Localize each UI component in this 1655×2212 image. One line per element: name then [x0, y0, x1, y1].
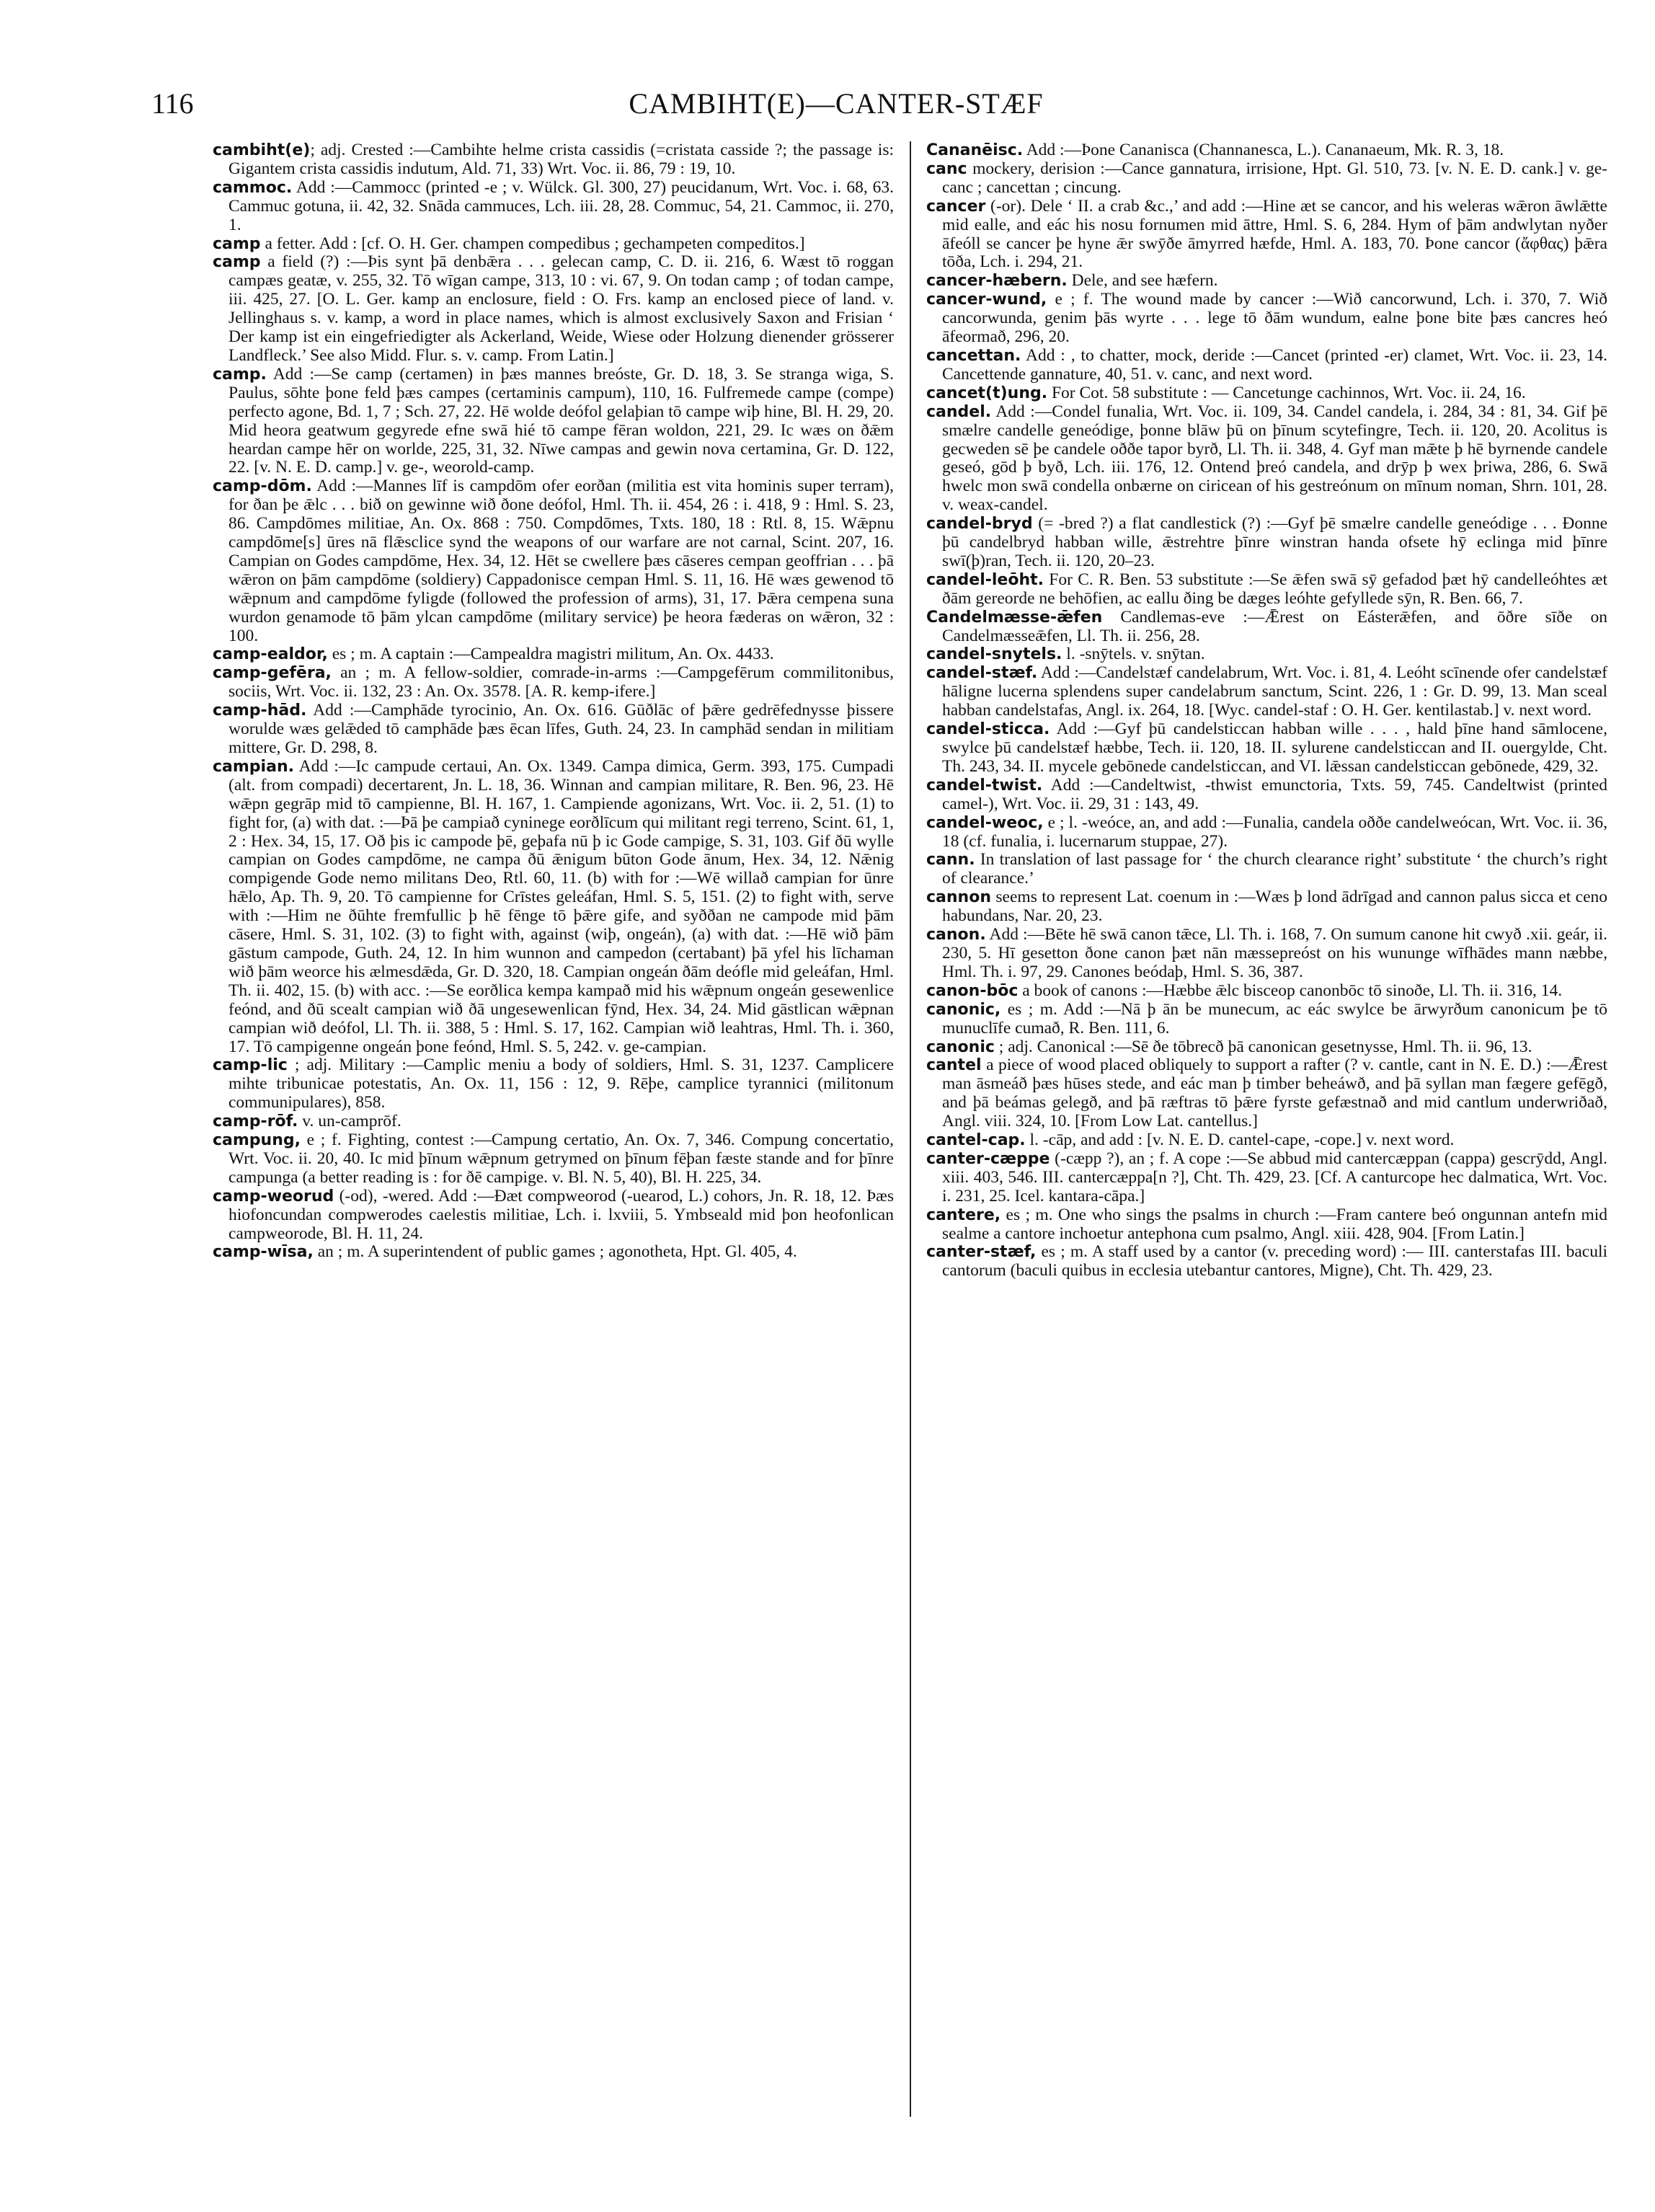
dictionary-entry: [926, 347, 1607, 384]
entry-headword: camp: [213, 253, 261, 272]
dictionary-entry: [926, 888, 1607, 926]
dictionary-entry: [213, 1056, 894, 1112]
entry-definition: Dele, and see hæfern.: [1067, 271, 1218, 291]
entry-definition: e ; f. Fighting, contest :—Campung certatio, An. Ox. 7, 346. Compung concertatio, Wrt. Voc. ii. 20, 40. Ic mid þīnum wǣpnum getrymed on þīnum fēþan fæste stande and for þīnre campunga (a better reading is : for ðē campige. v. Bl. N. 5, 40), Bl. H. 225, 34.: [228, 1131, 894, 1187]
entry-headword: candel-bryd: [926, 515, 1033, 534]
entry-headword: candel-snytels.: [926, 645, 1062, 664]
entry-definition: Add :—Camphāde tyrocinio, An. Ox. 616. Gūðlāc of þǣre gedrēfednysse þissere worulde wæs gelǣded tō camphāde þæs ēcan līfes, Guth. 24, 23. In camphād sendan in militiam mittere, Gr. D. 298, 8.: [228, 701, 894, 757]
entry-headword: cannon: [926, 888, 991, 907]
entry-headword: candel-twist.: [926, 776, 1043, 795]
entry-definition: an ; m. A superintendent of public games ; agonotheta, Hpt. Gl. 405, 4.: [313, 1242, 797, 1262]
dictionary-entry: [926, 1038, 1607, 1057]
entry-headword: camp-rōf.: [213, 1112, 298, 1131]
dictionary-entry: [213, 702, 894, 758]
entry-definition: Add :—Ic campude certaui, An. Ox. 1349. Campa dimica, Germ. 393, 175. Cumpadi (alt. from compadi) decertarent, Jn. L. 18, 36. Winnan and campian militare, R. Ben. 96, 23. Hē wǣpn gegrāp mid tō campienne, Bl. H. 167, 1. Campiende agonizans, Wrt. Voc. ii. 2, 51. (1) to fight for, (a) with dat. :—Þā þe campiað cyninege eorðlīcum qui militant regi terreno, Scint. 61, 1, 2 : Hex. 34, 15, 17. Oð þis ic campode þē, geþafa nū þ ic Gode campige, S. 31, 103. Gif ðū wylle campian on Godes campdōme, ne campa ðū ǣnigum būton Gode ānum, Hex. 34, 12. Nǣnig compigende Gode nemo militans Deo, Rtl. 60, 11. (b) with for :—Wē willað campian for ūnre hǣlo, Ap. Th. 9, 20. Tō campienne for Crīstes geleáfan, Hml. S. 5, 151. (2) to fight with, serve with :—Him ne ðūhte fremfullic þ hē fēnge tō þǣre gife, and syððan ne campode mid þām cāsere, Hml. S. 31, 102. (3) to fight with, against (wiþ, ongeán), (a) with dat. :—Hē wið þām gāstum campode, Guth. 24, 12. In him wunnon and campedon (certabant) þā yfel his līchaman wið þām weorce his ælmesdǣda, Gr. D. 320, 18. Campian ongeán ðām deófle mid geleáfan, Hml. Th. ii. 402, 15. (b) with acc. :—Se eorðlica kempa kampað mid his wǣpnum ongeán gesewenlice feónd, and ðū scealt campian wið ðā ungesewenlican fȳnd, Hex. 34, 24. Mid gāstlican wǣpnan campian wið deófol, Ll. Th. ii. 388, 5 : Hml. S. 17, 162. Campian wið leahtras, Hml. Th. i. 360, 17. Tō campigenne ongeán þone feónd, Hml. S. 5, 242. v. ge-campian.: [228, 756, 894, 1056]
entry-headword: cancer: [926, 197, 986, 216]
dictionary-entry: [213, 1112, 894, 1131]
entry-definition: Add :—Gyf þū candelsticcan habban wille . . . , hald þīne hand sāmlocene, swylce þū candelstæf hæbbe, Tech. ii. 120, 18. II. sylurene candelsticcan and II. ouergylde, Cht. Th. 243, 34. II. mycele gebōnede candelsticcan, and VI. lǣssan candelsticcan gebōnede, 429, 32.: [942, 720, 1607, 776]
entry-definition: Add :—Cammocc (printed -e ; v. Wülck. Gl. 300, 27) peucidanum, Wrt. Voc. i. 68, 63. Cammuc gotuna, ii. 42, 32. Snāda cammuces, Lch. iii. 28, 28. Commuc, 54, 21. Cammoc, ii. 270, 1.: [228, 177, 894, 234]
entry-headword: cantel-cap.: [926, 1131, 1026, 1150]
entry-headword: canonic: [926, 1038, 995, 1056]
entry-headword: cantel: [926, 1056, 982, 1075]
dictionary-entry: [926, 571, 1607, 609]
entry-headword: candel-stæf.: [926, 664, 1038, 683]
page-header: [151, 87, 1521, 130]
entry-headword: canonic,: [926, 1000, 1001, 1019]
dictionary-entry: [213, 1131, 894, 1187]
dictionary-entry: [926, 720, 1607, 777]
dictionary-entry: [926, 160, 1607, 198]
entry-definition: (= -bred ?) a flat candlestick (?) :—Gyf þē smælre candelle geneódige . . . Ðonne þū candelbryd habban wille, ǣstrehtre þīnre winstran handa ofsete hȳ eclinga mid þīnre swī(þ)ran, Tech. ii. 120, 20–23.: [942, 514, 1607, 570]
dictionary-entry: [926, 645, 1607, 664]
dictionary-entry: [213, 1187, 894, 1244]
right-column: [926, 141, 1607, 1280]
entry-definition: mockery, derision :—Cance gannatura, irrisione, Hpt. Gl. 510, 73. [v. N. E. D. cank.] v. ge-canc ; cancettan ; cincung.: [942, 159, 1607, 197]
entry-definition: Add :—Se camp (certamen) in þæs mannes breóste, Gr. D. 18, 3. Se stranga wiga, S. Paulus, sōhte þone feld þæs campes (certaminis campum), 110, 16. Fulfremede campe (compe) perfecto agone, Bd. 1, 7 ; Sch. 27, 22. Hē wolde deófol gelaþian tō campe wiþ hine, Bl. H. 29, 20. Mid heora geatwum gegyrede efne swā hié tō campe fēran woldon, 221, 29. Ic wæs on ðǣm heardan campe hēr on worlde, 225, 31, 32. Nīwe campas and gewin nova certamina, Gr. D. 122, 22. [v. N. E. D. camp.] v. ge-, weorold-camp.: [228, 364, 894, 477]
entry-definition: e ; f. The wound made by cancer :—Wið cancorwund, Lch. i. 370, 7. Wið cancorwunda, genim þās wyrte . . . lege tō ðām wundum, ealne þone bite þæs cancres heó āfeormað, 296, 20.: [942, 290, 1607, 347]
entry-headword: camp.: [213, 365, 267, 384]
entry-headword: cancettan.: [926, 346, 1021, 365]
entry-definition: Add :—Bēte hē swā canon tǣce, Ll. Th. i. 168, 7. On sumum canone hit cwyð .xii. geár, ii. 230, 5. Hī gesetton ðone canon þæt nān mæssepreóst on his wununge wīfhādes mann næbbe, Hml. Th. i. 97, 29. Canones beódaþ, Hml. S. 36, 387.: [942, 925, 1607, 981]
dictionary-entry: [213, 235, 894, 254]
entry-headword: canon.: [926, 926, 986, 944]
entry-headword: camp-wīsa,: [213, 1243, 314, 1262]
dictionary-entry: [213, 664, 894, 702]
entry-definition: an ; m. A fellow-soldier, comrade-in-arms :—Campgefērum commilitonibus, sociis, Wrt. Voc. ii. 132, 23 : An. Ox. 3578. [A. R. kemp-ifere.]: [228, 663, 894, 702]
entry-definition: ; adj. Canonical :—Sē ðe tōbrecð þā canonican gesetnysse, Hml. Th. ii. 96, 13.: [994, 1037, 1532, 1056]
entry-definition: es ; m. A captain :—Campealdra magistri militum, An. Ox. 4433.: [327, 645, 774, 664]
entry-definition: seems to represent Lat. coenum in :—Wæs þ lond ādrīgad and cannon palus sicca et ceno habundans, Nar. 20, 23.: [942, 888, 1607, 926]
dictionary-entry: [926, 1001, 1607, 1038]
dictionary-entry: [926, 1056, 1607, 1131]
dictionary-entry: [213, 477, 894, 645]
entry-headword: candel-leōht.: [926, 570, 1044, 589]
dictionary-entry: [926, 664, 1607, 720]
entry-definition: Add : , to chatter, mock, deride :—Cancet (printed -er) clamet, Wrt. Voc. ii. 23, 14. Cancettende gannature, 40, 51. v. canc, and next word.: [942, 345, 1607, 384]
entry-headword: camp-weorud: [213, 1187, 334, 1205]
entry-definition: For Cot. 58 substitute : — Cancetunge cachinnos, Wrt. Voc. ii. 24, 16.: [1047, 383, 1526, 402]
dictionary-entry: [926, 1243, 1607, 1280]
entry-definition: ; adj. Military :—Camplic meniu a body of soldiers, Hml. S. 31, 1237. Camplicere mihte tribunicae potestatis, An. Ox. 11, 156 : 12, 9. Rēþe, camplice tyrannici (militonum communipulares), 858.: [228, 1056, 894, 1112]
entry-definition: (-cæpp ?), an ; f. A cope :—Se abbud mid cantercæppan (cappa) gescrȳdd, Angl. xiii. 403, 546. III. cantercæppa[n ?], Cht. Th. 429, 23. [Cf. A canturcope hec dalmatica, Wrt. Voc. i. 231, 25. Icel. kantara-cāpa.]: [942, 1149, 1607, 1205]
dictionary-entry: [213, 758, 894, 1057]
entry-definition: es ; m. One who sings the psalms in church :—Fram cantere beó ongunnan antefn mid sealme a cantore inchoetur antephona cum psalmo, Angl. xiii. 428, 904. [From Latin.]: [942, 1205, 1607, 1243]
entry-headword: camp-gefēra,: [213, 664, 332, 683]
dictionary-entry: [926, 403, 1607, 515]
entry-headword: canon-bōc: [926, 981, 1019, 1000]
entry-headword: cammoc.: [213, 178, 293, 197]
entry-definition: l. -snȳtels. v. snȳtan.: [1062, 645, 1205, 664]
dictionary-entry: [213, 141, 894, 179]
entry-definition: a piece of wood placed obliquely to support a rafter (? v. cantle, cant in N. E. D.) :—Ǣrest man āsmeáð þæs hūses stede, and eác man þ timber beheáwð, and þā syllan man fægere gefēgð, and þā beámas gelegð, and þā ræftras tō þǣre fyrste gefæstnað and mid cantlum underwriðað, Angl. viii. 324, 10. [From Low Lat. cantellus.]: [942, 1056, 1607, 1131]
entry-headword: candel-weoc,: [926, 813, 1044, 832]
entry-headword: cantere,: [926, 1205, 1001, 1224]
entry-definition: Add :—Mannes līf is campdōm ofer eorðan (militia est vita hominis super terram), for ðan þe ǣlc . . . bið on gewinne wið ðone deófol, Hml. Th. ii. 454, 26 : i. 418, 9 : Hml. S. 23, 86. Campdōmes militiae, An. Ox. 868 : 750. Compdōmes, Txts. 180, 18 : Rtl. 8, 15. Wǣpnu campdōme[s] ūres nā flǣsclice synd the weapons of our warfare are not carnal, Scint. 207, 16. Campian on Godes campdōme, Hex. 34, 12. Hēt se cwellere þæs cāseres cempan geoffrian . . . þā wǣron on þām campdōme (soldiery) Cappadonisce cempan Hml. S. 11, 16. Hē wæs gewenod tō wǣpnum and campdōme fyligde (followed the profession of arms), 31, 17. Þǣra cempena suna wurdon genamode tō þām ylcan campdōme (military service) þe heora fæderas on wǣron, 32 : 100.: [228, 477, 894, 645]
entry-definition: a fetter. Add : [cf. O. H. Ger. champen compedibus ; gechampeten compeditos.]: [260, 234, 805, 253]
dictionary-entry: [926, 1206, 1607, 1244]
dictionary-entry: [926, 141, 1607, 160]
entry-headword: cancet(t)ung.: [926, 384, 1048, 402]
dictionary-entry: [926, 272, 1607, 291]
entry-headword: campung,: [213, 1131, 301, 1150]
dictionary-entry: [926, 926, 1607, 982]
dictionary-entry: [926, 777, 1607, 814]
entry-headword: cann.: [926, 851, 975, 870]
page-number: 116: [151, 87, 194, 120]
entry-definition: e ; l. -weóce, an, and add :—Funalia, candela oððe candelweócan, Wrt. Voc. ii. 36, 18 (cf. funalia, i. lucernarum stuppae, 27).: [942, 813, 1607, 851]
entry-definition: es ; m. A staff used by a cantor (v. preceding word) :— III. canterstafas III. baculi cantorum (baculi quibus in ecclesia utebantur cantores, Migne), Cht. Th. 429, 23.: [942, 1242, 1607, 1280]
entry-definition: es ; m. Add :—Nā þ ān be munecum, ac eác swylce be ārwyrðum canonicum þe tō munuclīfe cumað, R. Ben. 111, 6.: [942, 999, 1607, 1038]
entry-headword: camp-ealdor,: [213, 645, 328, 664]
dictionary-entry: [213, 366, 894, 477]
entry-headword: candel.: [926, 402, 992, 421]
entry-definition: For C. R. Ben. 53 substitute :—Se ǣfen swā sȳ gefadod þæt hȳ candelleóhtes æt ðām gereorde ne behōfien, ac eallu ðing be dæges leóhte gefyllede sȳn, R. Ben. 66, 7.: [942, 570, 1607, 608]
entry-definition: Add :—Þone Cananisca (Channanesca, L.). Cananaeum, Mk. R. 3, 18.: [1023, 141, 1504, 159]
entry-headword: camp-dōm.: [213, 477, 312, 496]
entry-definition: (-or). Dele ‘ II. a crab &c.,’ and add :—Hine æt se cancor, and his weleras wǣron āwlǣtte mid ealle, and eác his nosu fornumen mid āttre, Hml. S. 6, 284. Hym of þām andwlytan nyðer āfeóll se cancer þe hyne ǣr swȳðe āmyrred hæfde, Hml. A. 183, 70. Þone cancor (ἄφθας) þǣra tōða, Lch. i. 294, 21.: [942, 196, 1607, 272]
entry-headword: cambiht(e): [213, 141, 311, 159]
entry-headword: camp-hād.: [213, 702, 307, 720]
entry-definition: a field (?) :—Þis synt þā denbǣra . . . gelecan camp, C. D. ii. 216, 6. Wæst tō roggan campæs geatæ, v. 255, 32. Tō wīgan campe, 313, 10 : vi. 67, 9. On todan camp ; of todan campe, iii. 425, 27. [O. L. Ger. kamp an enclosure, field : O. Frs. kamp an enclosed piece of land. v. Jellinghaus s. v. kamp, a word in place names, which is almost exclusively Saxon and Frisian ‘ Der kamp ist ein eingefriedigter als Ackerland, Weide, Wiese oder Holzung dienender grösserer Landfleck.’ See also Midd. Flur. s. v. camp. From Latin.]: [228, 252, 894, 365]
dictionary-entry: [926, 291, 1607, 347]
entry-definition: l. -cāp, and add : [v. N. E. D. cantel-cape, -cope.] v. next word.: [1025, 1131, 1455, 1150]
dictionary-entry: [926, 1150, 1607, 1206]
entry-headword: Candelmæsse-ǣfen: [926, 608, 1103, 627]
dictionary-entry: [213, 253, 894, 365]
entry-definition: Candlemas-eve :—Ǣrest on Eásterǣfen, and ōðre sīðe on Candelmæsseǣfen, Ll. Th. ii. 256, 28.: [942, 607, 1607, 645]
entry-headword: camp-lic: [213, 1056, 288, 1075]
entry-headword: canter-stæf,: [926, 1243, 1037, 1262]
dictionary-entry: [926, 851, 1607, 888]
entry-headword: canter-cæppe: [926, 1149, 1050, 1168]
column-divider: [910, 141, 911, 2117]
entry-headword: Cananēisc.: [926, 141, 1024, 159]
entry-definition: Add :—Candelstæf candelabrum, Wrt. Voc. i. 81, 4. Leóht scīnende ofer candelstæf hāligne lucerna splendens super candelabrum sanctum, Scint. 226, 1 : Gr. D. 99, 13. Man sceal habban candelstafas, Angl. ix. 264, 18. [Wyc. candel-staf : O. H. Ger. kentilastab.] v. next word.: [942, 663, 1607, 720]
dictionary-entry: [213, 179, 894, 235]
entry-definition: a book of canons :—Hæbbe ǣlc bisceop canonbōc tō sinoðe, Ll. Th. ii. 316, 14.: [1018, 981, 1563, 1000]
entry-headword: campian.: [213, 757, 294, 776]
dictionary-entry: [926, 515, 1607, 571]
entry-definition: Add :—Condel funalia, Wrt. Voc. ii. 109, 34. Candel candela, i. 284, 34 : 81, 34. Gif þē smælre candelle geneódige, þonne blāw þū on þīnum scytefingre, Tech. ii. 120, 20. Acolitus is gecweden sē þe candele oððe tapor byrð, Ll. Th. ii. 348, 4. Gyf man mǣte þ hē byrnende candele geseó, gōd þ byð, Lch. iii. 176, 12. Ontend þreó candela, and drȳp þ wex þriwa, 286, 6. Swā hwelc mon swā condella onbærne on ciricean of his gestreónum on mīnum noman, Shrn. 101, 28. v. weax-candel.: [942, 402, 1607, 515]
dictionary-entry: [213, 1243, 894, 1262]
entry-headword: canc: [926, 159, 967, 178]
dictionary-entry: [926, 982, 1607, 1001]
entry-headword: camp: [213, 234, 261, 253]
entry-definition: Add :—Candeltwist, -thwist emunctoria, Txts. 59, 745. Candeltwist (printed camel-), Wrt. Voc. ii. 29, 31 : 143, 49.: [942, 775, 1607, 813]
dictionary-entry: [213, 645, 894, 664]
running-title: CAMBIHT(E)—CANTER-STÆF: [629, 87, 1044, 120]
entry-headword: cancer-hæbern.: [926, 272, 1068, 291]
dictionary-entry: [926, 609, 1607, 646]
dictionary-entry: [926, 384, 1607, 403]
entry-definition: ; adj. Crested :—Cambihte helme crista cassidis (=cristata casside ?; the passage is: Gigantem crista cassidis indutum, Ald. 71, 33) Wrt. Voc. ii. 86, 79 : 19, 10.: [228, 141, 894, 178]
dictionary-entry: [926, 198, 1607, 273]
dictionary-entry: [926, 1131, 1607, 1150]
dictionary-entry: [926, 814, 1607, 851]
entry-definition: (-od), -wered. Add :—Ðæt compweorod (-uearod, L.) cohors, Jn. R. 18, 12. Þæs hiofoncundan compwerodes caelestis militiae, Lch. i. lxviii, 5. Ymbseald mid þon heofonlican campweorode, Bl. H. 11, 24.: [228, 1186, 894, 1243]
entry-definition: v. un-camprōf.: [298, 1112, 401, 1131]
left-column: [213, 141, 894, 1262]
entry-headword: candel-sticca.: [926, 720, 1050, 739]
entry-headword: cancer-wund,: [926, 291, 1047, 309]
entry-definition: In translation of last passage for ‘ the church clearance right’ substitute ‘ the church’s right of clearance.’: [942, 850, 1607, 888]
